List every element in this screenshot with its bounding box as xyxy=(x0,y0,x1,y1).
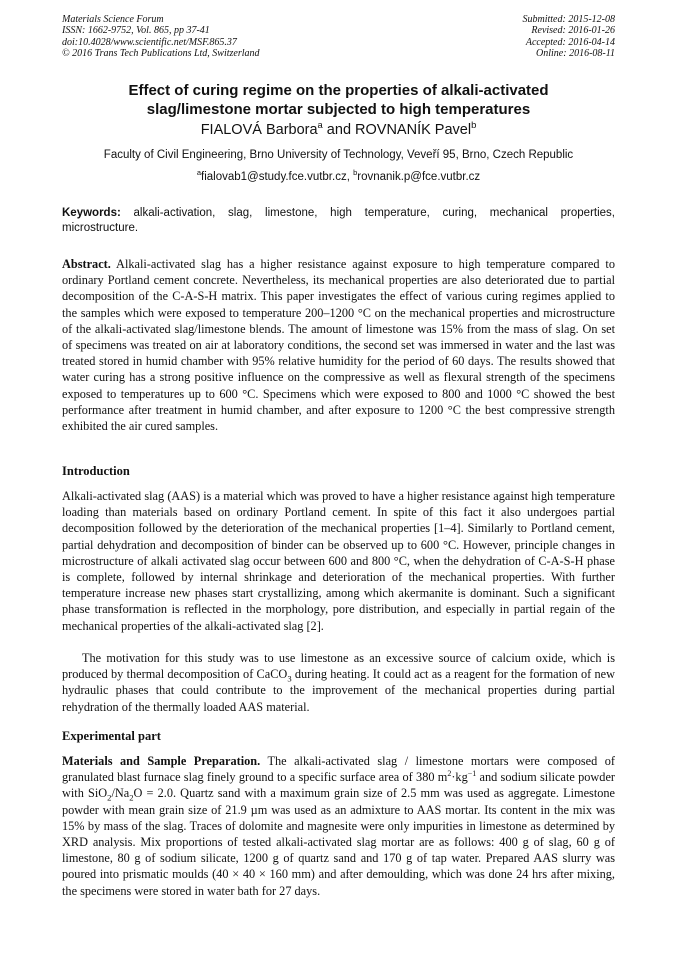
intro-p2-text-b: during heating. It could act as a reagent for the formation of new hydraulic phases that could contribute to the improvement of the mechanical properties during partial rehydration of the thermally loaded AAS material. xyxy=(62,667,616,714)
dates-info xyxy=(523,14,616,59)
intro-p2-text-a: The motivation for this study was to use limestone as an excessive source of calcium oxide, which is produced by thermal decomposition of CaCO xyxy=(62,651,615,682)
exp-text-3: and sodium silicate powder with SiO xyxy=(62,770,615,801)
affiliation: Faculty of Civil Engineering, Brno University of Technology, Veveří 95, Brno, Czech Republic xyxy=(103,149,574,161)
keywords-label: Keywords: xyxy=(62,207,121,219)
journal-name: Materials Science Forum xyxy=(62,14,164,25)
revised-date: Revised: 2016-01-26 xyxy=(531,25,615,37)
exp-sub-2: 2 xyxy=(129,792,134,803)
intro-p2-sub: 3 xyxy=(287,673,292,684)
exp-text-2: ·kg xyxy=(451,770,468,785)
email-a[interactable]: fialovab1@study.fce.vutbr.cz, xyxy=(201,171,354,183)
author-2-sup: b xyxy=(471,119,477,131)
exp-text-5: O = 2.0. Quartz sand with a maximum grain size of 2.5 mm was used as aggregate. Limestone powder with mean grain size of 21.9 µm was used as an admixture to AAS mortar. Its content in the mix was 15% by mass of the slag. Traces of dolomite and magnesite were only impurities in limestone as determined by XRD analysis. Mix proportions of tested alkali-activated slag mortar are as follows: 400 g of slag, 60 g of limestone, 80 g of sodium silicate, 1200 g of quartz sand and 170 g of tap water. Prepared AAS slurry was poured into prismatic moulds (40 × 40 × 160 mm) and after demoulding, which was done 24 hrs after mixing, the specimens were stored in water bath for 27 days. xyxy=(62,786,616,898)
authors xyxy=(62,119,615,138)
keywords xyxy=(62,206,615,235)
authors-and: and xyxy=(322,122,356,138)
emails xyxy=(62,168,615,183)
copyright: © 2016 Trans Tech Publications Ltd, Switzerland xyxy=(62,47,260,59)
abstract-label: Abstract. xyxy=(62,257,111,271)
author-1: FIALOVÁ Barbora xyxy=(200,122,318,138)
introduction-heading: Introduction xyxy=(62,464,130,478)
journal-info xyxy=(62,14,260,59)
keywords-text: alkali-activation, slag, limestone, high temperature, curing, mechanical properties, microstructure. xyxy=(62,207,615,234)
author-1-sup: a xyxy=(317,119,323,131)
exp-sup-2: −1 xyxy=(467,769,477,779)
abstract xyxy=(62,256,615,434)
introduction-paragraph-1: Alkali-activated slag (AAS) is a material which was proved to have a higher resistance against high temperature loading than materials based on ordinary Portland cement. In spite of this fact it also undergoes partial decomposition followed by the deterioration of the mechanical properties [1–4]. Similarly to Portland cement, partial dehydration and decomposition of binder can be observed up to 600 °C. However, principle changes in microstructure of alkali activated slag occur between 600 and 800 °C, when the dehydration of C-A-S-H phase is complete, followed by internal shrinkage and deterioration of the mechanical properties. With further temperature increase new phases start crystallizing, among which akermanite is dominant. Such a significant phase transformation is reflected in the morphology, pore distribution, and especially in partial regain of the mechanical properties of the alkali-activated slag [2]. xyxy=(62,489,615,633)
title-line-2: slag/limestone mortar subjected to high temperatures xyxy=(146,101,531,118)
email-a-sup: a xyxy=(196,168,201,178)
paper-title xyxy=(62,81,615,119)
materials-label: Materials and Sample Preparation. xyxy=(62,754,261,768)
experimental-paragraph xyxy=(62,753,615,899)
author-2: ROVNANÍK Pavel xyxy=(355,122,472,138)
online-date: Online: 2016-08-11 xyxy=(536,47,615,59)
experimental-heading: Experimental part xyxy=(62,729,161,743)
page-header xyxy=(62,14,615,66)
exp-sup-1: 2 xyxy=(447,769,452,779)
issn: ISSN: 1662-9752, Vol. 865, pp 37-41 xyxy=(62,25,210,37)
title-line-1: Effect of curing regime on the properties of alkali-activated xyxy=(128,82,549,99)
exp-sub-1: 2 xyxy=(107,792,112,803)
abstract-text: Alkali-activated slag has a higher resistance against exposure to high temperature compared to ordinary Portland cement concrete. Nevertheless, its mechanical properties are also deteriorated due to partial decomposition of the C-A-S-H matrix. This paper investigates the effect of various curing regimes applied to the samples which were exposed to temperature 200–1200 °C on the mechanical properties and microstructure of the alkali-activated slag/limestone blends. The amount of limestone was 15% from the mass of slag. On set of specimens was treated on air at laboratory conditions, the second set was immersed in water and the last was treated stored in humid chamber with 95% relative humidity for the period of 60 days. The results showed that water curing has a strong positive influence on the compressive as well as flexural strength of the specimens exposed to temperatures up to 600 °C. Specimens which were exposed to 800 and 1000 °C showed the best performance after treatment in humid chamber, and after exposure to 1200 °C the best compressive strength exhibited the air cured samples. xyxy=(62,257,615,434)
introduction-paragraph-2 xyxy=(62,650,615,715)
submitted-date: Submitted: 2015-12-08 xyxy=(522,14,615,25)
doi: doi:10.4028/www.scientific.net/MSF.865.37 xyxy=(62,36,237,48)
exp-text-1: The alkali-activated slag / limestone mortars were composed of granulated blast furnace slag finely ground to a specific surface area of 380 m xyxy=(62,754,615,785)
email-b[interactable]: rovnanik.p@fce.vutbr.cz xyxy=(357,171,481,183)
email-b-sup: b xyxy=(353,168,358,178)
accepted-date: Accepted: 2016-04-14 xyxy=(525,36,615,48)
exp-text-4: /Na xyxy=(111,786,130,801)
